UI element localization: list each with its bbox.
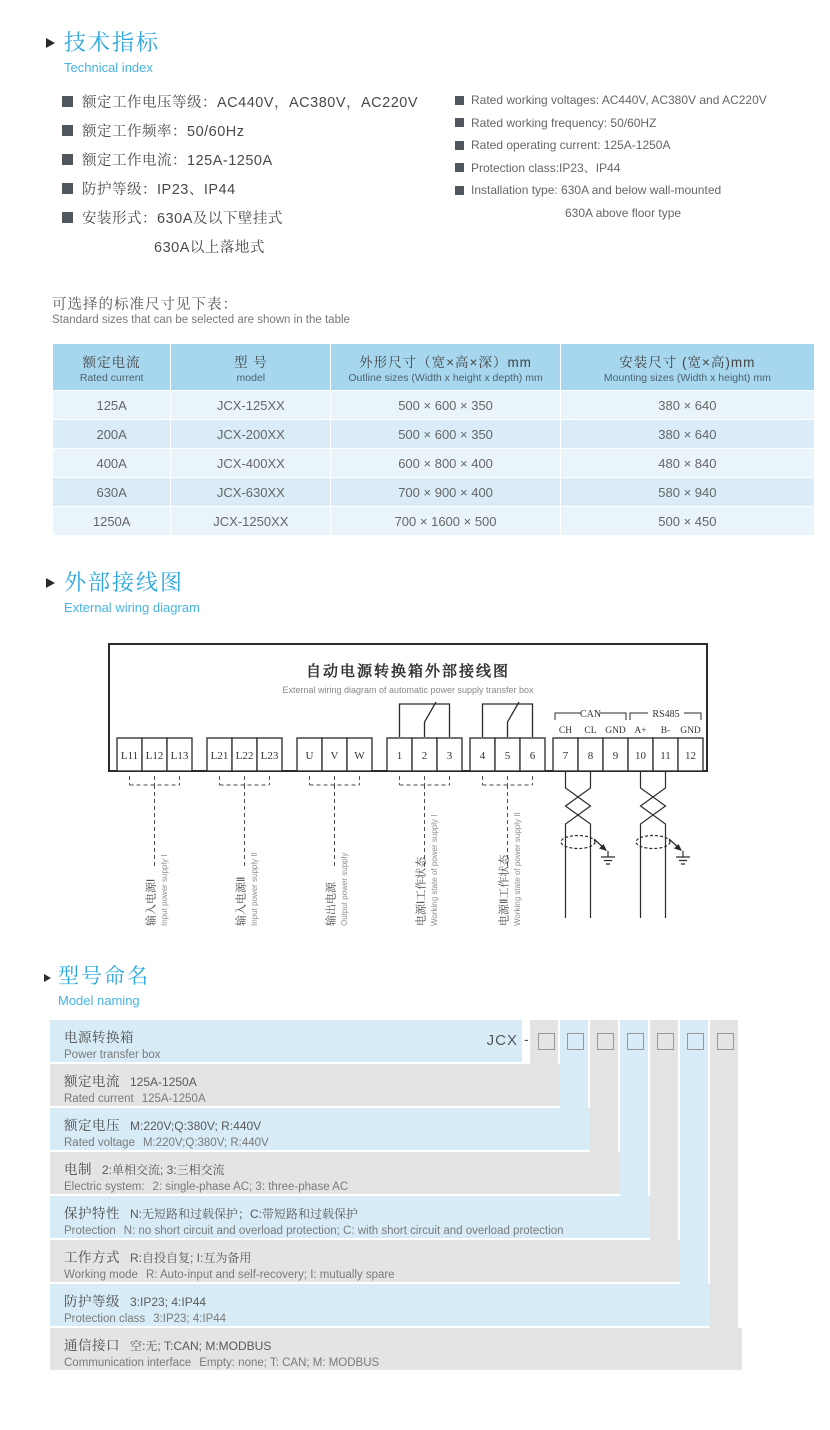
terminal-label: 11 — [660, 750, 671, 762]
spec-item — [455, 112, 825, 135]
pin-label: CH — [558, 726, 573, 736]
square-bullet-icon — [455, 141, 464, 150]
naming-label-en: Working mode — [64, 1269, 138, 1281]
square-bullet-icon — [455, 163, 464, 172]
terminal-label: 3 — [446, 750, 453, 762]
wiring-title-zh: 外部接线图 — [64, 570, 185, 595]
naming-label-en: Communication interface — [64, 1357, 192, 1369]
wiring-title — [64, 566, 200, 615]
naming-value-zh: N:无短路和过载保护；C:带短路和过载保护 — [130, 1207, 359, 1221]
naming-label-en: Protection — [64, 1225, 116, 1237]
naming-label-zh: 保护特性 — [64, 1206, 120, 1221]
naming-label-zh: 额定电压 — [64, 1118, 120, 1133]
naming-title-en: Model naming — [58, 993, 140, 1008]
terminal-label: L13 — [170, 750, 189, 762]
code-box — [597, 1033, 614, 1050]
terminal-label: U — [305, 750, 314, 762]
relay-blade-icon — [425, 702, 437, 737]
header-zh: 安装尺寸 (宽×高)mm — [619, 354, 756, 370]
code-box — [627, 1033, 644, 1050]
terminal-label: L21 — [210, 750, 229, 762]
naming-label-zh: 通信接口 — [64, 1338, 120, 1353]
terminal-label: 1 — [396, 750, 403, 762]
cell: 380 × 640 — [561, 391, 814, 419]
pin-label: GND — [680, 726, 701, 736]
terminal-label: 6 — [529, 750, 536, 762]
cell: 630A — [53, 478, 170, 506]
spec-item — [62, 174, 442, 203]
header-en: Rated current — [79, 371, 144, 384]
table-row — [53, 478, 814, 506]
square-bullet-icon — [455, 118, 464, 127]
rs485-twisted-pair — [636, 771, 680, 918]
cell: 500 × 450 — [561, 507, 814, 535]
naming-row — [50, 1152, 620, 1194]
spec-item — [62, 116, 442, 145]
diagram-title-zh: 自动电源转换箱外部接线图 — [305, 664, 511, 680]
naming-value-en: 125A-1250A — [141, 1093, 206, 1105]
naming-value-zh: 空:无; T:CAN; M:MODBUS — [130, 1339, 272, 1353]
model-prefix: JCX — [486, 1032, 518, 1049]
square-bullet-icon — [62, 96, 73, 107]
square-bullet-icon — [62, 125, 73, 136]
naming-label-en: Protection class — [64, 1313, 146, 1325]
section-arrow-icon — [44, 974, 51, 982]
table-row — [53, 507, 814, 535]
spec-item — [455, 157, 825, 180]
pin-label: A+ — [634, 726, 647, 736]
naming-label-zh: 电源转换箱 — [64, 1030, 134, 1045]
cell: JCX-630XX — [171, 478, 330, 506]
group-label-zh: 输入电源Ⅱ — [235, 876, 248, 926]
naming-row — [50, 1020, 522, 1062]
spec-text: 安装形式：630A及以下壁挂式 — [82, 211, 283, 227]
header-en: Mounting sizes (Width x height) mm — [603, 371, 771, 384]
terminal-label: V — [330, 750, 339, 762]
cell: 480 × 840 — [561, 449, 814, 477]
terminal-label: 10 — [635, 750, 646, 762]
naming-value-zh: 2:单相交流; 3:三相交流 — [102, 1163, 225, 1177]
cell: JCX-1250XX — [171, 507, 330, 535]
group-label-zh: 输出电源 — [325, 882, 338, 926]
cell: 380 × 640 — [561, 420, 814, 448]
spec-item-continuation — [455, 202, 825, 225]
rs485-bus-label: RS485 — [652, 709, 680, 720]
spec-text: 防护等级：IP23、IP44 — [82, 182, 236, 198]
spec-item — [62, 145, 442, 174]
spec-text: 630A以上落地式 — [154, 240, 265, 256]
spec-text: 额定工作频率：50/60Hz — [82, 124, 245, 140]
group-label-en: Working state of power supply II — [513, 812, 522, 926]
code-stripe — [710, 1020, 738, 1370]
header-zh: 型 号 — [233, 354, 268, 370]
table-row — [53, 449, 814, 477]
naming-label-zh: 额定电流 — [64, 1074, 120, 1089]
table-row — [53, 391, 814, 419]
section-arrow-icon — [46, 38, 55, 48]
naming-row — [50, 1284, 710, 1326]
col-header-rated-current — [53, 344, 170, 390]
diagram-title-en: External wiring diagram of automatic power supply transfer box — [282, 685, 534, 695]
group-label-en: Output power supply — [340, 852, 349, 926]
header-zh: 额定电流 — [82, 354, 141, 370]
model-dash: - — [524, 1031, 529, 1047]
naming-label-en: Rated current — [64, 1093, 134, 1105]
pin-label: CL — [584, 726, 597, 736]
naming-value-en: Empty: none; T: CAN; M: MODBUS — [199, 1357, 380, 1369]
spec-text: Rated working frequency: 50/60HZ — [471, 115, 657, 130]
square-bullet-icon — [455, 96, 464, 105]
table-row — [53, 420, 814, 448]
cell: 580 × 940 — [561, 478, 814, 506]
ground-icon — [601, 851, 615, 864]
terminal-label: 2 — [421, 750, 428, 762]
pin-label: B- — [660, 726, 671, 736]
group-label-en: Working state of power supply I — [430, 814, 439, 926]
terminal-label: W — [354, 750, 365, 762]
terminal-label: 5 — [504, 750, 511, 762]
naming-value-en: R: Auto-input and self-recovery; I: mutually spare — [145, 1269, 395, 1281]
terminal-label: 7 — [562, 750, 569, 762]
spec-item — [455, 134, 825, 157]
naming-label-zh: 防护等级 — [64, 1294, 120, 1309]
spec-item-continuation — [62, 232, 442, 261]
square-bullet-icon — [62, 183, 73, 194]
naming-value-en: M:220V;Q:380V; R:440V — [142, 1137, 269, 1149]
spec-text: Rated working voltages: AC440V, AC380V and AC220V — [471, 93, 767, 108]
cell: 600 × 800 × 400 — [331, 449, 559, 477]
naming-title — [58, 960, 150, 1008]
terminal-label: 12 — [685, 750, 696, 762]
square-bullet-icon — [455, 186, 464, 195]
naming-label-zh: 工作方式 — [64, 1250, 120, 1265]
code-box — [687, 1033, 704, 1050]
code-box — [717, 1033, 734, 1050]
header-en: model — [236, 371, 266, 384]
cell: 700 × 900 × 400 — [331, 478, 559, 506]
col-header-model — [171, 344, 330, 390]
naming-title-zh: 型号命名 — [58, 965, 150, 988]
group-label-zh: 输入电源Ⅰ — [145, 878, 158, 926]
spec-text: Rated operating current: 125A-1250A — [471, 138, 671, 153]
spec-text: 额定工作电流：125A-1250A — [82, 153, 273, 169]
spec-text: Protection class:IP23、IP44 — [471, 161, 621, 176]
col-header-outline-sizes — [331, 344, 559, 390]
spec-text: Installation type: 630A and below wall-mounted — [471, 183, 722, 198]
naming-label-en: Electric system: — [64, 1181, 145, 1193]
terminal-label: 8 — [587, 750, 594, 762]
can-twisted-pair — [561, 771, 605, 918]
table-intro-en: Standard sizes that can be selected are shown in the table — [52, 314, 350, 326]
cell: 400A — [53, 449, 170, 477]
spec-item — [62, 203, 442, 232]
naming-row — [50, 1064, 560, 1106]
spec-item — [62, 87, 442, 116]
cell: 500 × 600 × 350 — [331, 391, 559, 419]
terminal-label: L12 — [145, 750, 164, 762]
code-stripe — [680, 1020, 708, 1326]
group-labels — [144, 812, 523, 926]
table-intro-zh: 可选择的标准尺寸见下表： — [52, 297, 238, 313]
can-bus-label: CAN — [579, 709, 602, 720]
cell: JCX-125XX — [171, 391, 330, 419]
cell: JCX-200XX — [171, 420, 330, 448]
spec-text: 额定工作电压等级：AC440V，AC380V，AC220V — [82, 95, 419, 111]
spec-text: 630A above floor type — [565, 205, 682, 220]
size-table — [52, 343, 815, 536]
terminal-label: L11 — [120, 750, 139, 762]
group-label-en: Input power supply II — [250, 852, 259, 926]
naming-label-en: Power transfer box — [64, 1049, 161, 1061]
naming-value-zh: R:自投自复; I:互为备用 — [130, 1251, 252, 1265]
naming-value-zh: 125A-1250A — [130, 1075, 197, 1089]
tech-index-title-en: Technical index — [64, 60, 153, 75]
header-zh: 外形尺寸（宽×高×深）mm — [359, 354, 532, 370]
spec-list-en — [455, 89, 825, 224]
section-arrow-icon — [46, 578, 55, 588]
square-bullet-icon — [62, 154, 73, 165]
naming-row — [50, 1196, 650, 1238]
wiring-diagram — [103, 636, 715, 936]
cell: 1250A — [53, 507, 170, 535]
model-naming-table — [50, 1020, 742, 1372]
terminal-label: 9 — [612, 750, 619, 762]
terminal-label: L23 — [260, 750, 279, 762]
relay-blade-icon — [508, 702, 520, 737]
pin-label: GND — [605, 726, 626, 736]
cell: 500 × 600 × 350 — [331, 420, 559, 448]
code-box — [538, 1033, 555, 1050]
square-bullet-icon — [62, 212, 73, 223]
naming-label-zh: 电制 — [64, 1162, 92, 1177]
tech-index-title-zh: 技术指标 — [64, 30, 161, 55]
group-label-zh: 电源Ⅱ工作状态 — [498, 854, 511, 926]
col-header-mounting-sizes — [561, 344, 814, 390]
terminal-label: L22 — [235, 750, 254, 762]
spec-list-zh — [62, 87, 442, 261]
group-brackets — [130, 776, 533, 866]
group-label-en: Input power supply I — [160, 854, 169, 926]
naming-row — [50, 1240, 680, 1282]
code-box — [567, 1033, 584, 1050]
naming-value-en: 3:IP23; 4:IP44 — [153, 1313, 227, 1325]
naming-value-zh: M:220V;Q:380V; R:440V — [130, 1119, 262, 1133]
spec-item — [455, 89, 825, 112]
ground-icon — [676, 851, 690, 864]
group-label-zh: 电源Ⅰ工作状态 — [415, 856, 428, 926]
cell: 200A — [53, 420, 170, 448]
spec-item — [455, 179, 825, 202]
naming-value-zh: 3:IP23; 4:IP44 — [130, 1295, 207, 1309]
code-box — [657, 1033, 674, 1050]
cell: JCX-400XX — [171, 449, 330, 477]
terminal-label: 4 — [479, 750, 486, 762]
header-en: Outline sizes (Width x height x depth) mm — [348, 371, 543, 384]
naming-value-en: N: no short circuit and overload protection; C: with short circuit and overload protection — [123, 1225, 564, 1237]
naming-row — [50, 1108, 590, 1150]
naming-label-en: Rated voltage — [64, 1137, 135, 1149]
cell: 700 × 1600 × 500 — [331, 507, 559, 535]
naming-value-en: 2: single-phase AC; 3: three-phase AC — [152, 1181, 349, 1193]
wiring-title-en: External wiring diagram — [64, 600, 200, 615]
size-table-header-row — [53, 344, 814, 390]
tech-index-title — [64, 26, 160, 75]
naming-row — [50, 1328, 742, 1370]
cell: 125A — [53, 391, 170, 419]
